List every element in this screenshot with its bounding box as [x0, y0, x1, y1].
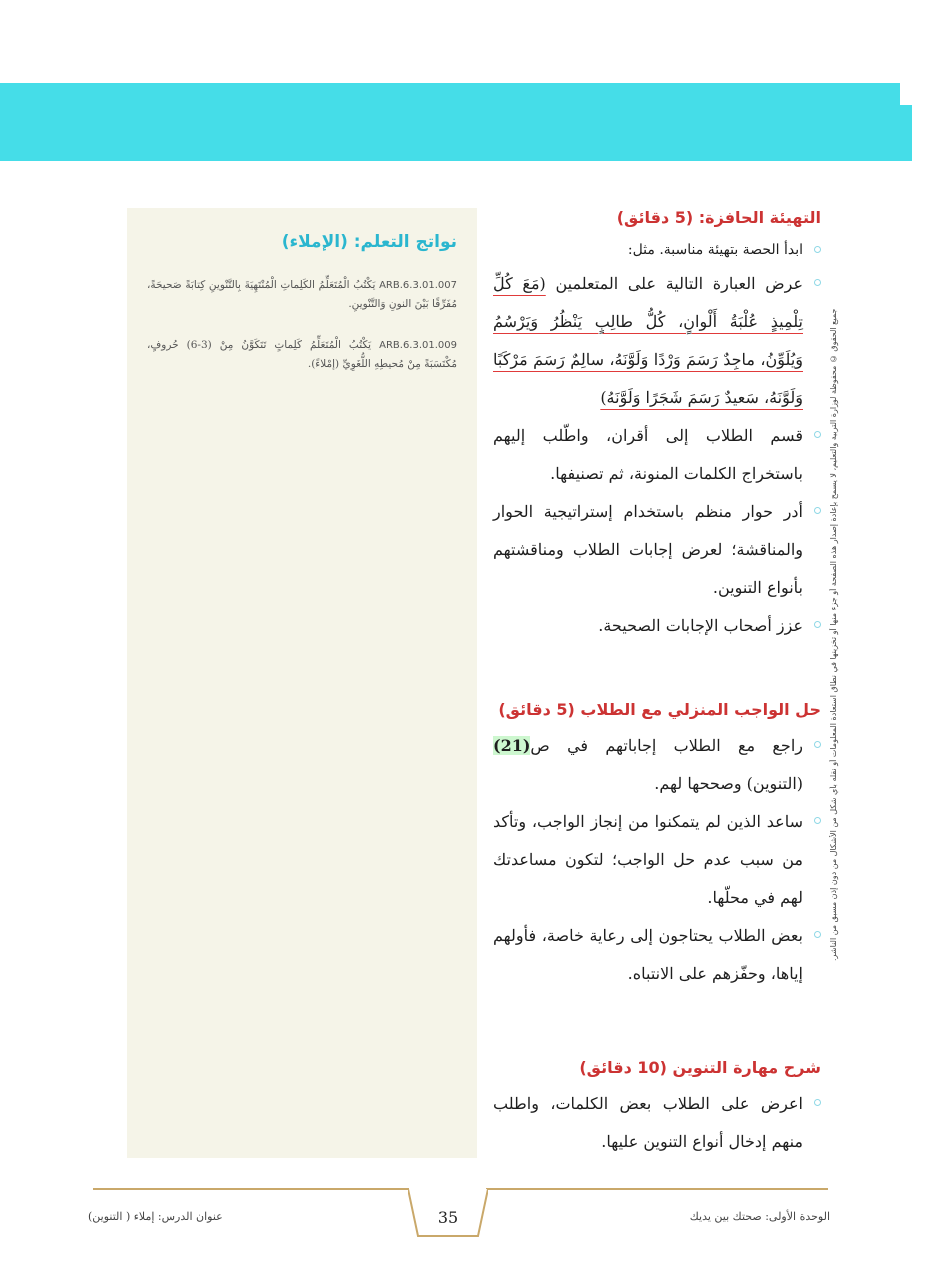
- list-item: [493, 1085, 821, 1161]
- learning-outcomes-content: [127, 208, 477, 392]
- outcome-code: ARB.6.3.01.009: [379, 340, 458, 351]
- list-item-text: اعرض على الطلاب بعض الكلمات، واطلب منهم إدخال أنواع التنوين عليها.: [493, 1094, 803, 1151]
- list-item-text: أدر حوار منظم باستخدام إستراتيجية الحوار والمناقشة؛ لعرض إجابات الطلاب ومناقشتهم بأنواع التنوين.: [493, 502, 803, 597]
- list-item: [493, 607, 821, 645]
- copyright-notice: جميع الحقوق © محفوظة لوزارة التربية والتعليم، لا يسمح بإعادة إصدار هذه الصفحة أو جزء منها أو تخزينها في نطاق استعادة المعلومات أو نقله بأي شكل من الأشكال من دون إذن مسبق من الناشر.: [829, 308, 838, 962]
- outcome-item: [147, 276, 457, 314]
- list-item: [493, 235, 821, 265]
- bullet-icon: [814, 431, 821, 438]
- outcome-text: يَكْتُبُ الْمُتَعَلِّمُ كَلِماتٍ تَتَكَوَّنُ مِنْ (3-6) حُروفٍ، مُكْتَسَبَةً مِنْ مُحيطِهِ اللُّغَوِيِّ (إمْلاءً).: [147, 339, 457, 370]
- footer-divider-left: [93, 1188, 409, 1190]
- list-item-text: عرض العبارة التالية على المتعلمين: [545, 274, 803, 293]
- explanation-list: [493, 1085, 821, 1161]
- outcome-text: يَكْتُبُ الْمُتَعَلِّمُ الكَلِماتِ الْمُنْتَهِيَةَ بِالتَّنْوينِ كِتابَةً صَحيحَةً، مُفَرِّقًا بَيْنَ النونِ وَالتَّنْوينِ.: [147, 279, 457, 310]
- learning-outcomes-title: نواتج التعلم: (الإملاء): [281, 232, 457, 252]
- section-title-motivation: التهيئة الحافزة: (5 دقائق): [616, 208, 821, 227]
- list-item: [493, 493, 821, 607]
- bullet-icon: [814, 246, 821, 253]
- bullet-icon: [814, 931, 821, 938]
- bullet-icon: [814, 817, 821, 824]
- bullet-icon: [814, 621, 821, 628]
- page-number: 35: [437, 1208, 459, 1227]
- list-item-text: ابدأ الحصة بتهيئة مناسبة. مثل:: [627, 242, 803, 258]
- section-title-explanation: شرح مهارة التنوين (10 دقائق): [579, 1058, 821, 1077]
- list-item: [493, 917, 821, 993]
- header-banner-notch: [900, 83, 912, 105]
- list-item-text: عزز أصحاب الإجابات الصحيحة.: [598, 616, 803, 635]
- page-reference-highlight: (21): [493, 736, 531, 755]
- list-item-text: بعض الطلاب يحتاجون إلى رعاية خاصة، فأولهم إياها، وحفّزهم على الانتباه.: [493, 926, 803, 983]
- bullet-icon: [814, 279, 821, 286]
- bullet-icon: [814, 741, 821, 748]
- outcome-code: ARB.6.3.01.007: [379, 280, 457, 291]
- bullet-icon: [814, 1099, 821, 1106]
- homework-list: [493, 727, 821, 993]
- list-item: [493, 417, 821, 493]
- list-item-text: راجع مع الطلاب إجاباتهم في ص: [530, 736, 803, 755]
- footer-lesson-title: عنوان الدرس: إملاء ( التنوين): [88, 1210, 223, 1223]
- header-banner: [0, 83, 912, 161]
- outcome-item: [147, 336, 457, 374]
- example-sentence: (مَعَ كُلِّ تِلْمِيذٍ عُلْبَةُ أَلْوانٍ، كُلُّ طالِبٍ يَنْظُرُ وَيَرْسُمُ وَيُلَوِّنُ، ماجِدٌ رَسَمَ وَرْدًا وَلَوَّنَهُ، سالِمٌ رَسَمَ مَرْكَبًا وَلَوَّنَهُ، سَعيدٌ رَسَمَ شَجَرًا وَلَوَّنَهُ): [493, 274, 803, 407]
- bullet-icon: [814, 507, 821, 514]
- section-title-homework: حل الواجب المنزلي مع الطلاب (5 دقائق): [498, 700, 821, 719]
- lesson-content: [493, 205, 821, 1161]
- footer-unit-title: الوحدة الأولى: صحتك بين يديك: [689, 1210, 830, 1223]
- list-item-text: قسم الطلاب إلى أقران، واطّلب إليهم باستخراج الكلمات المنونة، ثم تصنيفها.: [493, 426, 803, 483]
- list-item-text: (التنوين) وصححها لهم.: [654, 774, 803, 793]
- motivation-list: [493, 235, 821, 645]
- list-item-text: ساعد الذين لم يتمكنوا من إنجاز الواجب، وتأكد من سبب عدم حل الواجب؛ لتكون مساعدتك لهم في محلّها.: [493, 812, 803, 907]
- list-item: [493, 727, 821, 803]
- list-item: [493, 803, 821, 917]
- list-item: [493, 265, 821, 417]
- footer-divider-right: [486, 1188, 828, 1190]
